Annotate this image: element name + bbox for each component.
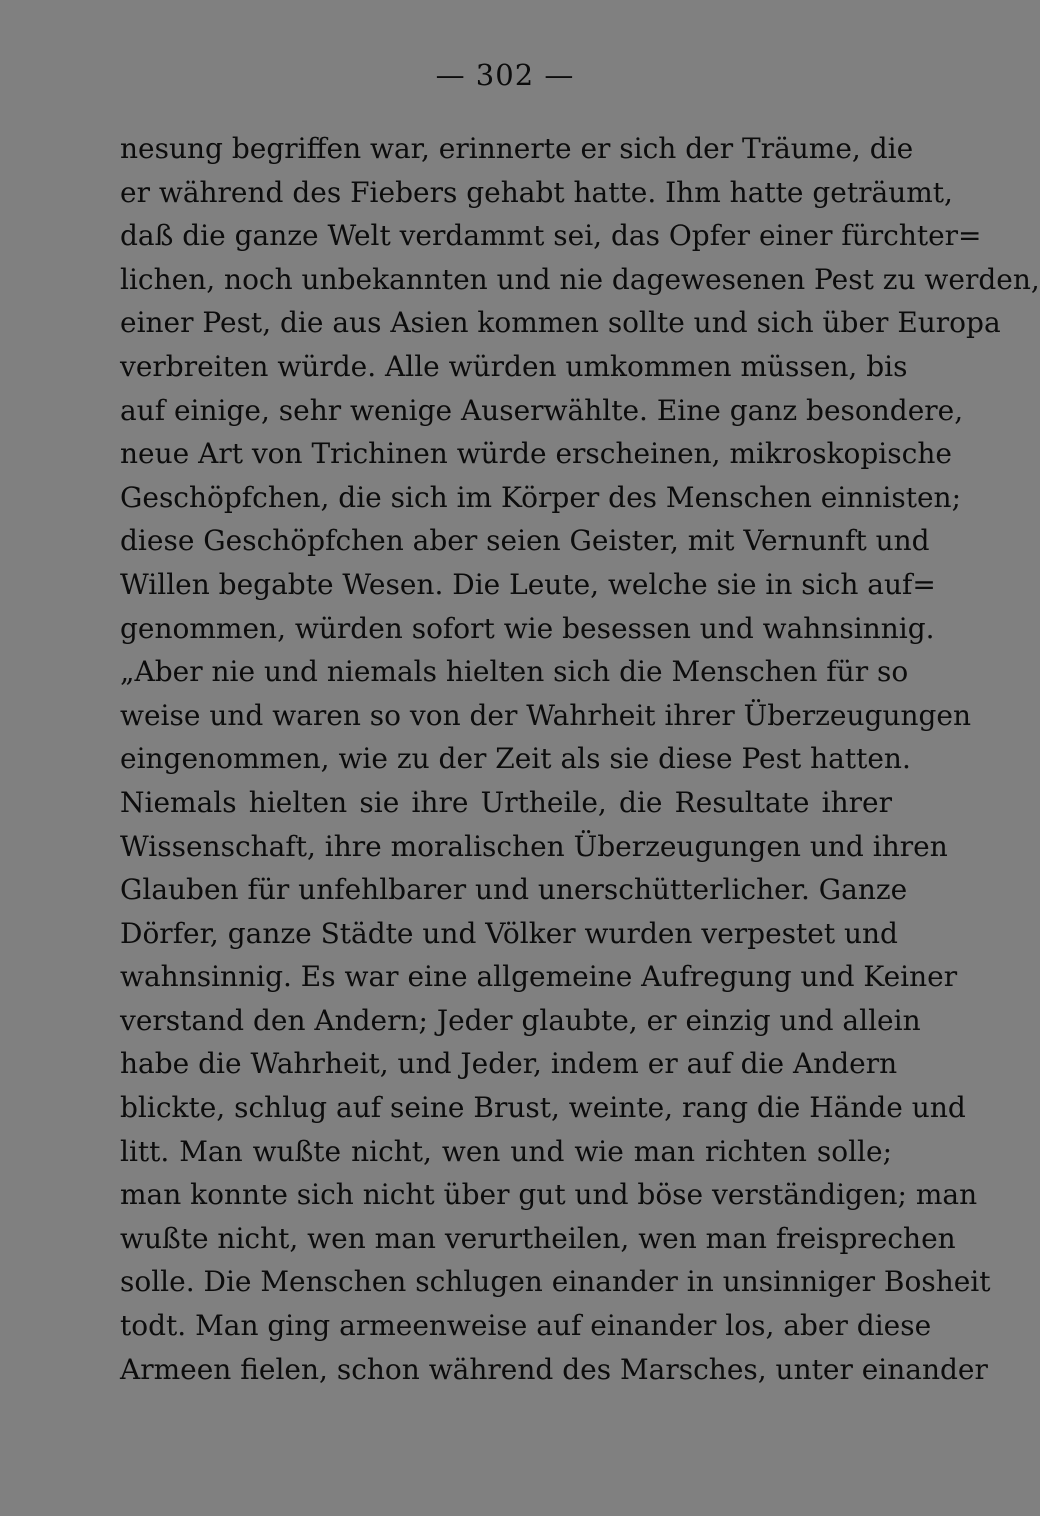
text-line: verstand den Andern; Jeder glaubte, er einzig und allein — [120, 1003, 921, 1037]
page-number: — 302 — — [435, 58, 575, 92]
text-line: Geschöpfchen, die sich im Körper des Menschen einnisten; — [120, 480, 961, 514]
text-line: Willen begabte Wesen. Die Leute, welche sie in sich auf= — [120, 567, 936, 601]
text-line: nesung begriffen war, erinnerte er sich der Träume, die — [120, 132, 914, 165]
text-line: Dörfer, ganze Städte und Völker wurden verpestet und — [120, 916, 898, 950]
text-line: weise und waren so von der Wahrheit ihrer Überzeugungen — [120, 698, 972, 732]
text-line: neue Art von Trichinen würde erscheinen, mikroskopische — [120, 437, 952, 471]
text-line: daß die ganze Welt verdammt sei, das Opfer einer fürchter= — [120, 219, 982, 253]
text-line: Glauben für unfehlbarer und unerschütterlicher. Ganze — [120, 873, 908, 907]
text-line: wahnsinnig. Es war eine allgemeine Aufregung und Keiner — [120, 960, 958, 994]
text-line: genommen, würden sofort wie besessen und wahnsinnig. — [120, 611, 935, 645]
text-line: solle. Die Menschen schlugen einander in unsinniger Bosheit — [120, 1265, 991, 1299]
text-line: einer Pest, die aus Asien kommen sollte und sich über Europa — [120, 306, 1001, 340]
text-line: verbreiten würde. Alle würden umkommen müssen, bis — [120, 349, 908, 383]
text-line: diese Geschöpfchen aber seien Geister, mit Vernunft und — [120, 524, 930, 558]
text-line: litt. Man wußte nicht, wen und wie man richten solle; — [120, 1134, 892, 1168]
text-line: todt. Man ging armeenweise auf einander los, aber diese — [120, 1309, 932, 1343]
text-line: auf einige, sehr wenige Auserwählte. Eine ganz besondere, — [120, 393, 964, 427]
body-text — [120, 127, 1040, 1391]
text-line: Armeen fielen, schon während des Marsches, unter einander — [120, 1352, 988, 1386]
text-line: man konnte sich nicht über gut und böse verständigen; man — [120, 1178, 978, 1212]
text-line: eingenommen, wie zu der Zeit als sie diese Pest hatten. — [120, 742, 911, 776]
text-line: er während des Fiebers gehabt hatte. Ihm hatte geträumt, — [120, 175, 953, 209]
text-line: Wissenschaft, ihre moralischen Überzeugungen und ihren — [120, 829, 948, 863]
text-line: „Aber nie und niemals hielten sich die Menschen für so — [120, 655, 909, 689]
text-line: lichen, noch unbekannten und nie dagewesenen Pest zu werden, — [120, 262, 1040, 296]
text-line: blickte, schlug auf seine Brust, weinte, rang die Hände und — [120, 1091, 966, 1125]
text-line: habe die Wahrheit, und Jeder, indem er auf die Andern — [120, 1047, 898, 1081]
text-line: wußte nicht, wen man verurtheilen, wen man freisprechen — [120, 1221, 956, 1255]
text-line: Niemals hielten sie ihre Urtheile, die Resultate ihrer — [120, 785, 892, 819]
